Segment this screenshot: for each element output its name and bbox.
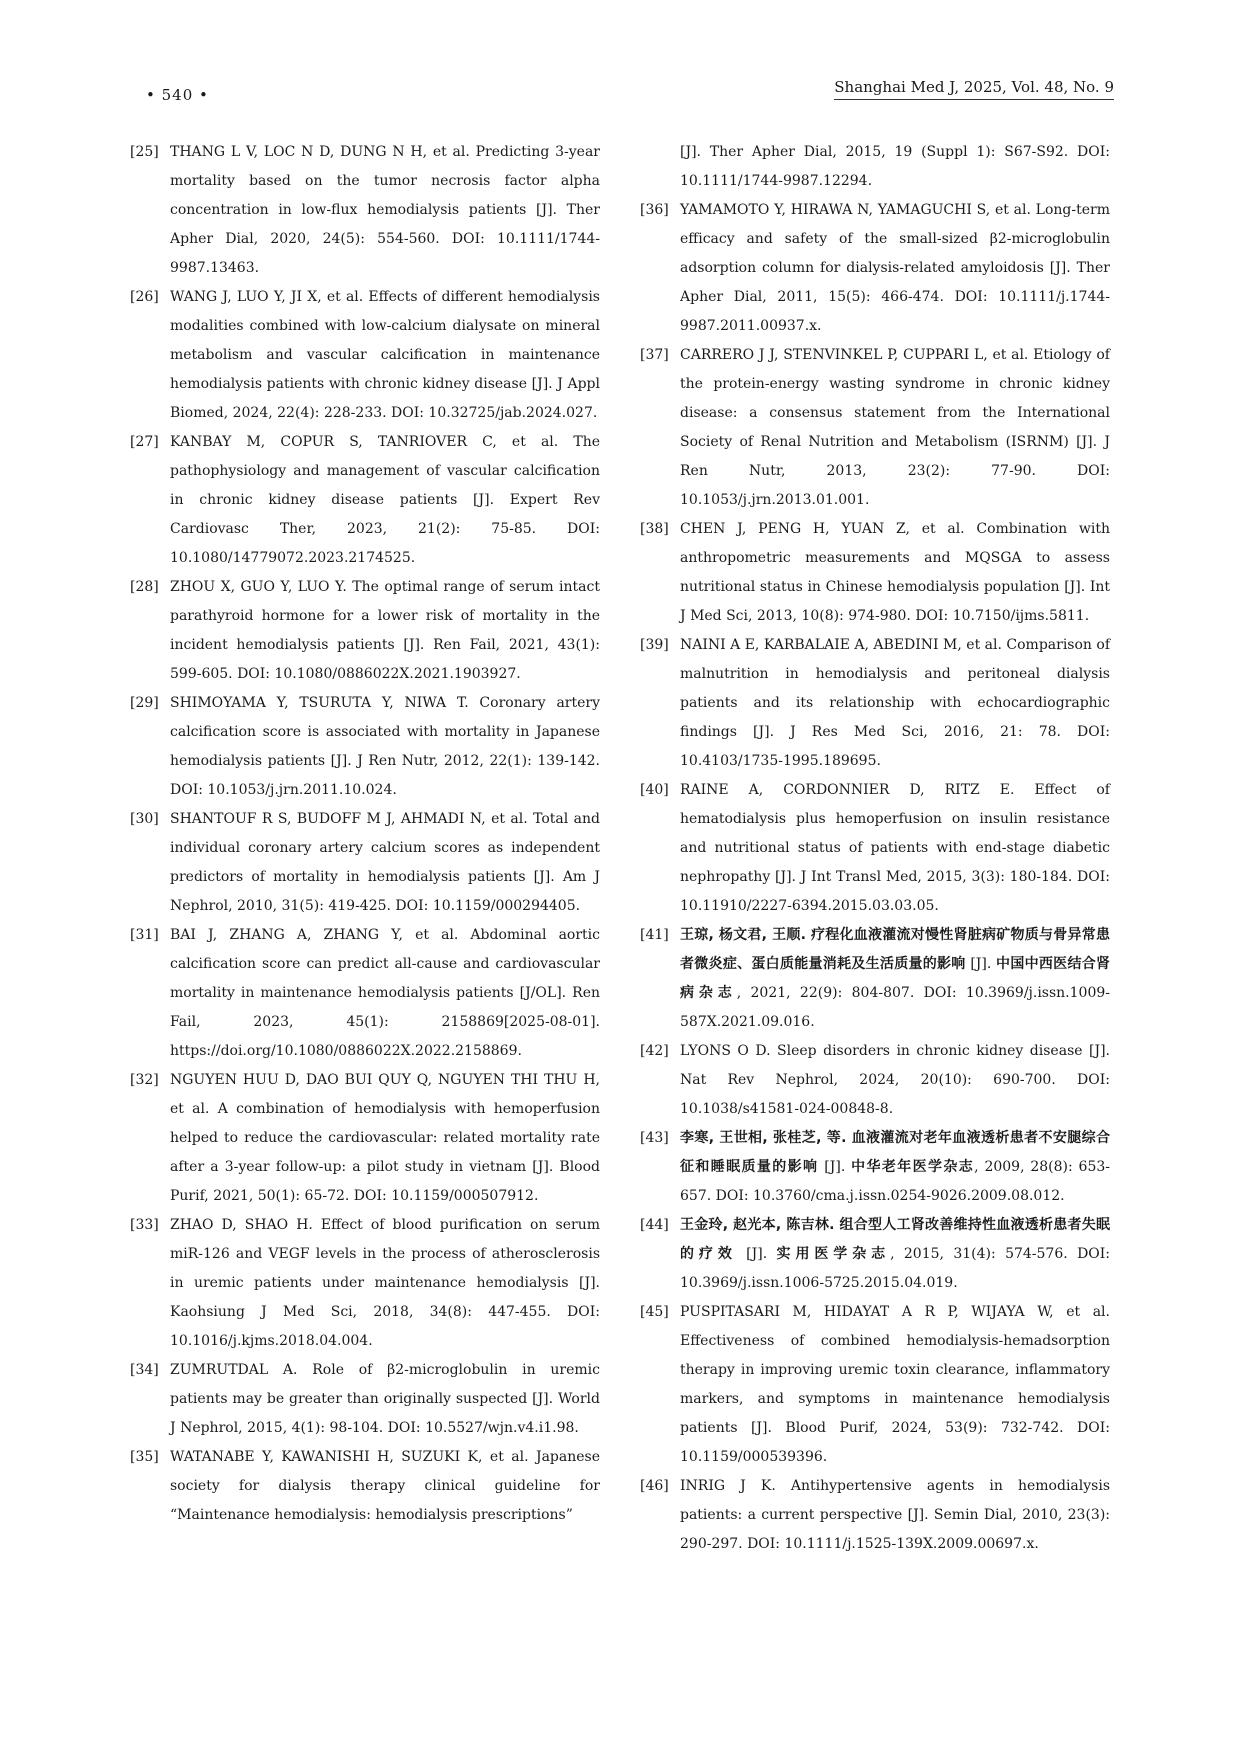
- reference-text: [680, 1472, 1110, 1559]
- reference-journal-cn: 中国中西医结合肾病杂志: [680, 956, 1111, 1001]
- reference-text: [680, 138, 1110, 196]
- reference-item: [130, 689, 600, 805]
- references-left-column: [130, 138, 600, 1530]
- reference-number: [45]: [640, 1304, 669, 1320]
- reference-text: [680, 921, 1110, 1037]
- reference-number: [34]: [130, 1362, 159, 1378]
- reference-type-marker: [J].: [736, 1246, 777, 1262]
- reference-citation: LYONS O D. Sleep disorders in chronic kidney disease [J]. Nat Rev Nephrol, 2024, 20(10): 690-700. DOI: 10.1038/s41581-024-00848-8.: [680, 1043, 1110, 1117]
- reference-number: [37]: [640, 347, 669, 363]
- reference-item: [640, 1124, 1110, 1211]
- reference-citation: NAINI A E, KARBALAIE A, ABEDINI M, et al. Comparison of malnutrition in hemodialysis and peritoneal dialysis patients and its relationship with echocardiographic findings [J]. J Res Med Sci, 2016, 21: 78. DOI: 10.4103/1735-1995.189695.: [680, 637, 1110, 769]
- reference-citation: BAI J, ZHANG A, ZHANG Y, et al. Abdominal aortic calcification score can predict all-cause and cardiovascular mortality in maintenance hemodialysis patients [J/OL]. Ren Fail, 2023, 45(1): 2158869[2025-08-01]. https://doi.org/10.1080/0886022X.2022.2158869.: [170, 927, 600, 1059]
- reference-number: [40]: [640, 782, 669, 798]
- reference-item: [640, 1211, 1110, 1298]
- reference-number: [42]: [640, 1043, 669, 1059]
- reference-number: [38]: [640, 521, 669, 537]
- reference-title-cn: 王金玲, 赵光本, 陈吉林. 组合型人工肾改善维持性血液透析患者失眠的疗效: [680, 1217, 1110, 1262]
- reference-number: [26]: [130, 289, 159, 305]
- reference-text: [680, 341, 1110, 515]
- reference-text: [680, 631, 1110, 776]
- reference-text: [680, 1211, 1110, 1298]
- reference-item: [640, 631, 1110, 776]
- reference-item: [640, 1298, 1110, 1472]
- reference-number: [36]: [640, 202, 669, 218]
- reference-citation: ZHOU X, GUO Y, LUO Y. The optimal range of serum intact parathyroid hormone for a lower risk of mortality in the incident hemodialysis patients [J]. Ren Fail, 2021, 43(1): 599-605. DOI: 10.1080/0886022X.2021.1903927.: [170, 579, 600, 682]
- reference-citation: ZUMRUTDAL A. Role of β2-microglobulin in uremic patients may be greater than originally suspected [J]. World J Nephrol, 2015, 4(1): 98-104. DOI: 10.5527/wjn.v4.i1.98.: [170, 1362, 600, 1436]
- page-number: • 540 •: [146, 86, 209, 104]
- reference-item: [130, 1211, 600, 1356]
- reference-number: [44]: [640, 1217, 669, 1233]
- references-right-column: [640, 138, 1110, 1559]
- reference-number: [32]: [130, 1072, 159, 1088]
- reference-item: [130, 921, 600, 1066]
- reference-citation: ZHAO D, SHAO H. Effect of blood purification on serum miR-126 and VEGF levels in the process of atherosclerosis in uremic patients under maintenance hemodialysis [J]. Kaohsiung J Med Sci, 2018, 34(8): 447-455. DOI: 10.1016/j.kjms.2018.04.004.: [170, 1217, 600, 1349]
- reference-text: [170, 573, 600, 689]
- reference-item: [130, 1443, 600, 1530]
- reference-citation: , 2015, 31(4): 574-576. DOI: 10.3969/j.issn.1006-5725.2015.04.019.: [680, 1246, 1111, 1291]
- reference-text: [170, 1356, 600, 1443]
- reference-title-cn: 王琼, 杨文君, 王顺. 疗程化血液灌流对慢性肾脏病矿物质与骨异常患者微炎症、蛋白质能量消耗及生活质量的影响: [680, 927, 1110, 972]
- reference-item: [130, 283, 600, 428]
- reference-journal-cn: 实用医学杂志: [776, 1246, 891, 1262]
- reference-text: [170, 428, 600, 573]
- reference-citation: INRIG J K. Antihypertensive agents in hemodialysis patients: a current perspective [J]. Semin Dial, 2010, 23(3): 290-297. DOI: 10.1111/j.1525-139X.2009.00697.x.: [680, 1478, 1110, 1552]
- reference-text: [170, 689, 600, 805]
- reference-number: [35]: [130, 1449, 159, 1465]
- reference-text: [680, 1037, 1110, 1124]
- reference-citation: CHEN J, PENG H, YUAN Z, et al. Combination with anthropometric measurements and MQSGA to assess nutritional status in Chinese hemodialysis population [J]. Int J Med Sci, 2013, 10(8): 974-980. DOI: 10.7150/ijms.5811.: [680, 521, 1110, 624]
- reference-text: [170, 1066, 600, 1211]
- reference-text: [680, 776, 1110, 921]
- reference-type-marker: [J].: [965, 956, 997, 972]
- reference-citation: RAINE A, CORDONNIER D, RITZ E. Effect of hematodialysis plus hemoperfusion on insulin resistance and nutritional status of patients with end-stage diabetic nephropathy [J]. J Int Transl Med, 2015, 3(3): 180-184. DOI: 10.11910/2227-6394.2015.03.03.05.: [680, 782, 1110, 914]
- reference-number: [43]: [640, 1130, 669, 1146]
- reference-item: [640, 921, 1110, 1037]
- reference-number: [31]: [130, 927, 159, 943]
- reference-item: [640, 341, 1110, 515]
- reference-citation: SHANTOUF R S, BUDOFF M J, AHMADI N, et al. Total and individual coronary artery calcium scores as independent predictors of mortality in hemodialysis patients [J]. Am J Nephrol, 2010, 31(5): 419-425. DOI: 10.1159/000294405.: [170, 811, 600, 914]
- reference-citation: WANG J, LUO Y, JI X, et al. Effects of different hemodialysis modalities combined with low-calcium dialysate on mineral metabolism and vascular calcification in maintenance hemodialysis patients with chronic kidney disease [J]. J Appl Biomed, 2024, 22(4): 228-233. DOI: 10.32725/jab.2024.027.: [170, 289, 600, 421]
- reference-item: [130, 1356, 600, 1443]
- journal-header: Shanghai Med J, 2025, Vol. 48, No. 9: [834, 78, 1114, 100]
- reference-item: [640, 138, 1110, 196]
- reference-citation: , 2021, 22(9): 804-807. DOI: 10.3969/j.issn.1009-587X.2021.09.016.: [680, 985, 1110, 1030]
- reference-type-marker: [J].: [818, 1159, 852, 1175]
- reference-title-cn: 李寒, 王世相, 张桂芝, 等. 血液灌流对老年血液透析患者不安腿综合征和睡眠质量的影响: [680, 1130, 1110, 1175]
- reference-text: [170, 138, 600, 283]
- reference-number: [46]: [640, 1478, 669, 1494]
- reference-citation: [J]. Ther Apher Dial, 2015, 19 (Suppl 1): S67-S92. DOI: 10.1111/1744-9987.12294.: [680, 144, 1110, 189]
- reference-number: [25]: [130, 144, 159, 160]
- reference-number: [39]: [640, 637, 669, 653]
- reference-citation: , 2009, 28(8): 653-657. DOI: 10.3760/cma.j.issn.0254-9026.2009.08.012.: [680, 1159, 1111, 1204]
- reference-item: [640, 196, 1110, 341]
- reference-citation: YAMAMOTO Y, HIRAWA N, YAMAGUCHI S, et al. Long-term efficacy and safety of the small-sized β2-microglobulin adsorption column for dialysis-related amyloidosis [J]. Ther Apher Dial, 2011, 15(5): 466-474. DOI: 10.1111/j.1744-9987.2011.00937.x.: [680, 202, 1110, 334]
- reference-citation: PUSPITASARI M, HIDAYAT A R P, WIJAYA W, et al. Effectiveness of combined hemodialysis-hemadsorption therapy in improving uremic toxin clearance, inflammatory markers, and symptoms in maintenance hemodialysis patients [J]. Blood Purif, 2024, 53(9): 732-742. DOI: 10.1159/000539396.: [680, 1304, 1110, 1465]
- reference-item: [130, 138, 600, 283]
- reference-journal-cn: 中华老年医学杂志: [851, 1159, 975, 1175]
- reference-item: [640, 1037, 1110, 1124]
- reference-citation: KANBAY M, COPUR S, TANRIOVER C, et al. The pathophysiology and management of vascular calcification in chronic kidney disease patients [J]. Expert Rev Cardiovasc Ther, 2023, 21(2): 75-85. DOI: 10.1080/14779072.2023.2174525.: [170, 434, 600, 566]
- reference-text: [680, 196, 1110, 341]
- reference-text: [170, 1211, 600, 1356]
- reference-text: [170, 1443, 600, 1530]
- reference-citation: WATANABE Y, KAWANISHI H, SUZUKI K, et al. Japanese society for dialysis therapy clinical guideline for “Maintenance hemodialysis: hemodialysis prescriptions”: [170, 1449, 600, 1523]
- reference-text: [170, 805, 600, 921]
- reference-text: [170, 283, 600, 428]
- reference-number: [27]: [130, 434, 159, 450]
- reference-text: [680, 515, 1110, 631]
- reference-item: [130, 805, 600, 921]
- reference-number: [28]: [130, 579, 159, 595]
- reference-item: [130, 1066, 600, 1211]
- reference-text: [170, 921, 600, 1066]
- reference-item: [640, 776, 1110, 921]
- reference-item: [640, 1472, 1110, 1559]
- reference-item: [130, 428, 600, 573]
- reference-number: [33]: [130, 1217, 159, 1233]
- reference-item: [130, 573, 600, 689]
- reference-citation: NGUYEN HUU D, DAO BUI QUY Q, NGUYEN THI THU H, et al. A combination of hemodialysis with hemoperfusion helped to reduce the cardiovascular: related mortality rate after a 3-year follow-up: a pilot study in vietnam [J]. Blood Purif, 2021, 50(1): 65-72. DOI: 10.1159/000507912.: [170, 1072, 600, 1204]
- reference-citation: CARRERO J J, STENVINKEL P, CUPPARI L, et al. Etiology of the protein-energy wasting syndrome in chronic kidney disease: a consensus statement from the International Society of Renal Nutrition and Metabolism (ISRNM) [J]. J Ren Nutr, 2013, 23(2): 77-90. DOI: 10.1053/j.jrn.2013.01.001.: [680, 347, 1110, 508]
- reference-number: [30]: [130, 811, 159, 827]
- reference-text: [680, 1124, 1110, 1211]
- reference-number: [41]: [640, 927, 669, 943]
- reference-citation: THANG L V, LOC N D, DUNG N H, et al. Predicting 3-year mortality based on the tumor necrosis factor alpha concentration in low-flux hemodialysis patients [J]. Ther Apher Dial, 2020, 24(5): 554-560. DOI: 10.1111/1744-9987.13463.: [170, 144, 600, 276]
- reference-citation: SHIMOYAMA Y, TSURUTA Y, NIWA T. Coronary artery calcification score is associated with mortality in Japanese hemodialysis patients [J]. J Ren Nutr, 2012, 22(1): 139-142. DOI: 10.1053/j.jrn.2011.10.024.: [170, 695, 600, 798]
- reference-number: [29]: [130, 695, 159, 711]
- reference-text: [680, 1298, 1110, 1472]
- reference-item: [640, 515, 1110, 631]
